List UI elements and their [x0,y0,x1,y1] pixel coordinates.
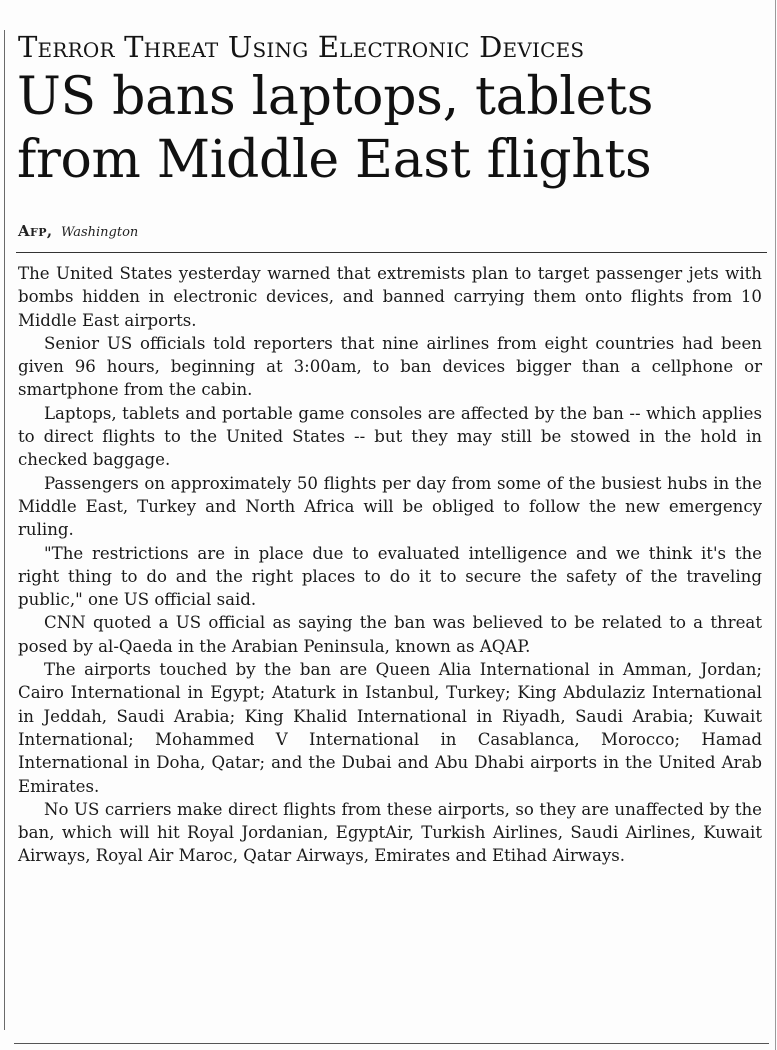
byline-city: Washington [61,225,139,240]
byline-agency: Afp, [18,222,53,240]
left-column-rule [4,30,5,1030]
article-paragraph: The airports touched by the ban are Queen Alia International in Amman, Jordan; Cairo International in Egypt; Ataturk in Istanbul, Turkey; King Abdulaziz International in Jeddah, Saudi Arabia; King Khalid International in Riyadh, Saudi Arabia; Kuwait International; Mohammed V International in Casablanca, Morocco; Hamad International in Doha, Qatar; and the Dubai and Abu Dhabi airports in the United Arab Emirates. [18,660,762,796]
kicker-headline: Terror Threat Using Electronic Devices [18,30,585,64]
main-headline: US bans laptops, tablets from Middle East flights [17,67,654,190]
article-paragraph: No US carriers make direct flights from these airports, so they are unaffected by the ban, which will hit Royal Jordanian, EgyptAir, Turkish Airlines, Saudi Airlines, Kuwait Airways, Royal Air Maroc, Qatar Airways, Emirates and Etihad Airways. [18,799,762,866]
article-paragraph: Passengers on approximately 50 flights per day from some of the busiest hubs in the Middle East, Turkey and North Africa will be obliged to follow the new emergency ruling. [18,473,762,540]
article-paragraph: CNN quoted a US official as saying the ban was believed to be related to a threat posed by al-Qaeda in the Arabian Peninsula, known as AQAP. [18,613,762,656]
article-paragraph: Laptops, tablets and portable game consoles are affected by the ban -- which applies to direct flights to the United States -- but they may still be stowed in the hold in checked baggage. [18,403,762,470]
bottom-divider [14,1043,769,1044]
right-column-rule [775,0,776,1050]
article-paragraph: "The restrictions are in place due to evaluated intelligence and we think it's the right thing to do and the right places to do it to secure the safety of the traveling public," one US official said. [18,543,762,610]
byline-divider [16,252,767,253]
byline [18,222,138,240]
article-paragraph: The United States yesterday warned that extremists plan to target passenger jets with bombs hidden in electronic devices, and banned carrying them onto flights from 10 Middle East airports. [18,264,762,330]
article-paragraph: Senior US officials told reporters that nine airlines from eight countries had been given 96 hours, beginning at 3:00am, to ban devices bigger than a cellphone or smartphone from the cabin. [18,333,762,400]
article-body [18,262,762,868]
